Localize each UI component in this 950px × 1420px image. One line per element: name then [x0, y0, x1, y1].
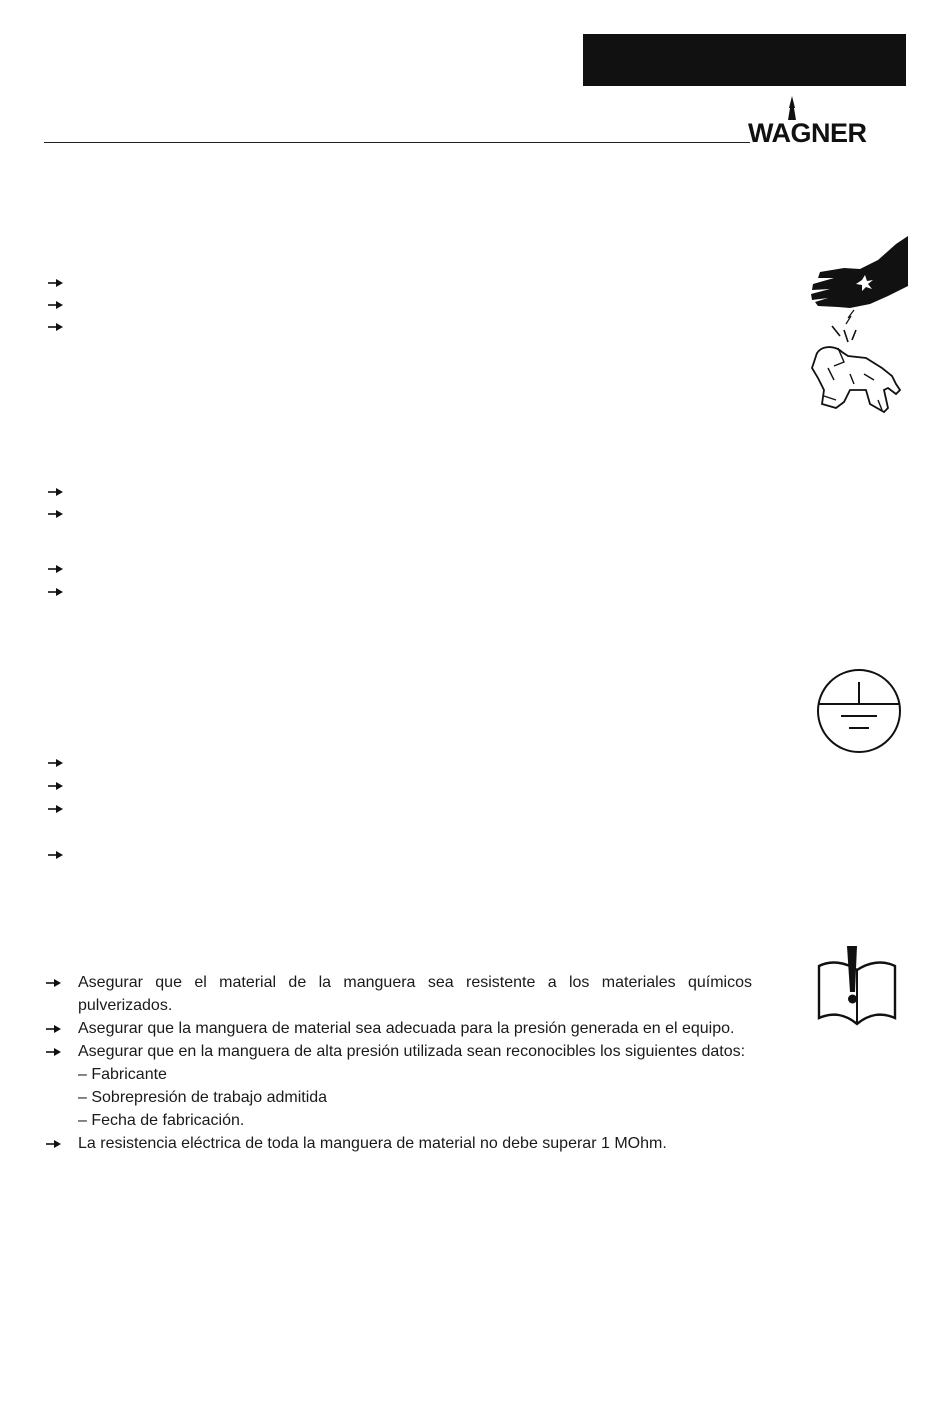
arrow-bullet [48, 564, 64, 574]
list-item-text: Asegurar que el material de la manguera sea resistente a los materiales químicos pulverizados. [78, 974, 752, 1014]
arrow-bullet [48, 322, 64, 332]
list-item [44, 971, 752, 1017]
list-item-text: La resistencia eléctrica de toda la manguera de material no debe superar 1 MOhm. [78, 1135, 667, 1152]
arrow-bullet [48, 850, 64, 860]
arrow-bullet [48, 587, 64, 597]
arrow-bullet [48, 487, 64, 497]
arrow-bullet [48, 300, 64, 310]
list-item [44, 1040, 752, 1132]
arrow-bullet [48, 758, 64, 768]
sub-item-manufacturer: – Fabricante [78, 1066, 167, 1083]
arrow-bullet [46, 978, 62, 988]
header-black-bar [583, 34, 906, 86]
arrow-bullet [48, 278, 64, 288]
arrow-bullet [48, 509, 64, 519]
list-item [44, 1132, 752, 1155]
arrow-bullet [46, 1047, 62, 1057]
sub-item-working-pressure: – Sobrepresión de trabajo admitida [78, 1089, 328, 1106]
sub-item-manufacture-date: – Fecha de fabricación. [78, 1112, 245, 1129]
hand-spray-injury-icon [804, 234, 908, 416]
wagner-logo [748, 94, 908, 146]
list-item-text: Asegurar que la manguera de material sea adecuada para la presión generada en el equipo. [78, 1020, 735, 1037]
arrow-bullet [48, 804, 64, 814]
header-rule [44, 142, 750, 143]
hose-requirements-list [44, 971, 752, 1155]
list-item-text: Asegurar que en la manguera de alta presión utilizada sean reconocibles los siguientes datos: [78, 1043, 746, 1060]
arrow-bullet [46, 1024, 62, 1034]
brand-text: WAGNER [748, 118, 867, 146]
earth-ground-icon [815, 668, 905, 754]
list-item [44, 1017, 752, 1040]
arrow-bullet [46, 1139, 62, 1149]
read-manual-warning-icon [813, 944, 901, 1026]
arrow-bullet [48, 781, 64, 791]
